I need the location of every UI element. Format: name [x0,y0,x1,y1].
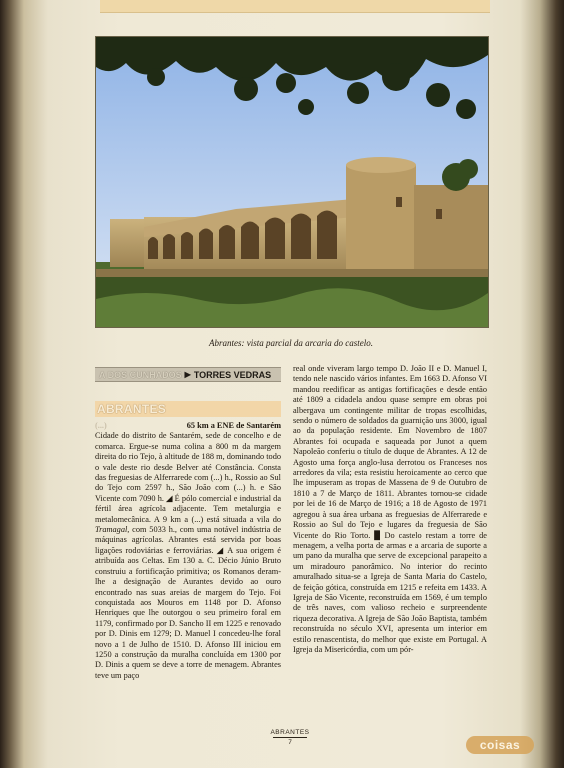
nav-arrow-icon: ▶ [184,370,191,379]
text-column-left [95,421,281,681]
entry-navigation-bar [95,367,281,382]
distance-value: 65 km a ENE de Santarém [186,421,281,430]
page-footer [250,729,330,746]
paragraph [293,364,487,655]
watermark-logo: coisas [466,736,534,754]
entry-heading: ABRANTES [97,402,167,416]
previous-page-edge [100,0,490,13]
history-icon: ◢ [216,545,225,555]
text-run: A sua origem é atribuída aos Celtas. Em 130 a. C. Décio Júnio Bruto construiu a fortificação primitiva; os Romanos deram-lhe a designação de Aurantes devido ao ouro encontrado nas suas areias de margem do Tejo. Foi conquistada aos Mouros em 1148 por D. Afonso Henriques que lhe outorgou o seu primeiro foral em 1179, confirmado por D. Sancho II em 1225 e renovado por D. Dinis em 1279; D. Manuel I concedeu-lhe foral novo a 1 de Julho de 1510. D. Afonso III iniciou em 1250 a construção da muralha concluída em 1300 por D. Dinis a quem se deve a torre de menagem. Abrantes teve um paço [95,545,281,680]
photo-caption: Abrantes: vista parcial da arcaria do castelo. [208,338,374,348]
text-run: , com 5033 h., com uma notável indústria de máquinas agrícolas. Abrantes está servida por boas ligações rodoviárias e ferroviárias. [95,525,281,555]
text-run: real onde viveram largo tempo D. João II e D. Manuel I, tendo nele nascido vários infantes. Em 1663 D. Afonso VI mandou reedificar as antigas fortificações e desde então até 1809 a cidadela andou quase sempre em obras poi albergava um contingente militar de tropas escolhidas, sendo o número de soldados da guarnição uns 3000, igual ao da população residente. Em Novembro de 1807 Abrantes foi ocupada e saqueada por Junot a quem Napoleão conferiu o título de duque de Abrantes. A 12 de Agosto uma força anglo-lusa derrotou os Franceses nos arredores da vila; esta resistiu heroicamente ao cerco que lhe impuseram as tropas de Massena de 9 de Outubro de 1810 a 7 de Março de 1811. Abrantes tornou-se cidade por lei de 16 de Março de 1916; a 18 de Agosto de 1971 agregou à sua área urbana as freguesias de Alferrarede e Rossio ao Sul do Tejo e lugares da freguesia de São Vicente do Rio Torto. [293,364,487,540]
population-value: (...) [95,421,107,430]
footer-rule [273,737,307,738]
castle-photo [95,36,489,328]
monument-icon: ▉ [374,530,381,540]
text-run: É pólo comercial e industrial da fértil área agrícola adjacente. Tem metalurgia e metalomecânica. A 9 km a (...) está situada a vila do [95,493,282,524]
text-run: Do castelo restam a torre de menagem, a velha porta de armas e a arcaria de suporte a um pano da muralha que serve de excepcional parapeito a um miradouro panorâmico. No interior do recinto amuralhado situa-se a Igreja de Santa Maria do Castelo, de feição gótica, construída em 1215 e refeita em 1433. A Igreja de São Vicente, reconstruída em 1569, é um templo de três naves, com valioso recheio e surpreendente riqueza decorativa. A Igreja de São João Baptista, também reconstruída no século XVI, apresenta um interior em estilo renascentista, do melhor que existe em Portugal. A Igreja da Misericórdia, com um pór- [293,530,487,654]
nav-next-entry: TORRES VEDRAS [193,369,272,380]
industry-icon: ◢ [166,493,173,503]
entry-heading-bar [95,401,281,417]
page-number: 7 [288,739,292,746]
text-run: Cidade do distrito de Santarém, sede de concelho e de comarca. Ergue-se numa colina a 800 m da margem direita do rio Tejo, à altitude de 188 m, dominando todo o vale deste rio desde Belver até Constância. Consta das freguesias de Alferrarede com (...) h., Rossio ao Sul do Tejo com 2597 h., São João com (...) h. e São Vicente com 7090 h. [95,431,281,503]
paragraph [95,431,281,681]
text-column-right [293,364,487,655]
castle-photo-image [96,37,488,327]
running-footer-title: ABRANTES [270,729,310,736]
nav-previous-entry: A DOS CUNHADOS [99,369,182,380]
place-name: Tramagal [95,525,128,535]
entry-info-row [95,421,281,431]
